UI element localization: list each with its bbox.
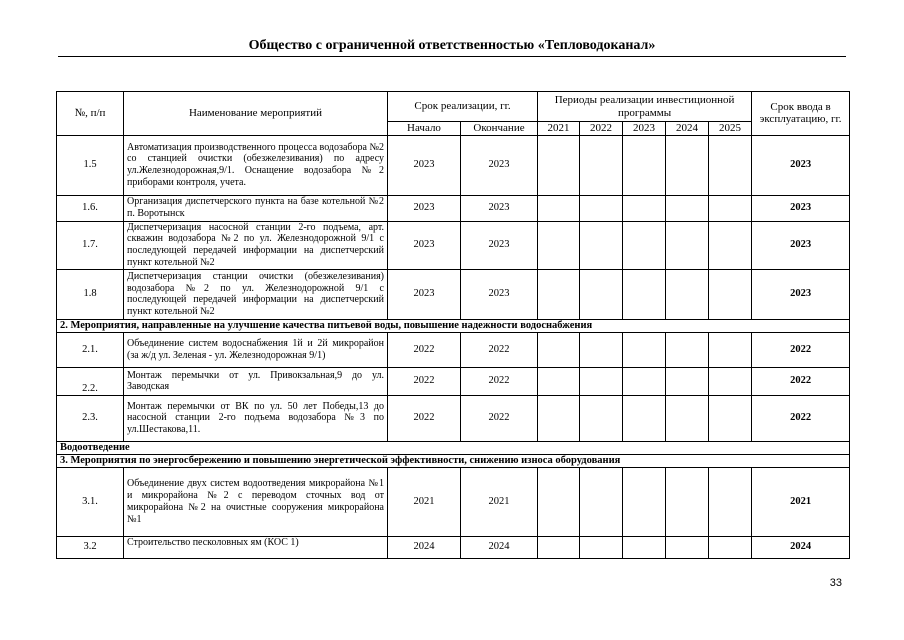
year-cell [538, 537, 580, 559]
row-commission: 2023 [752, 221, 850, 269]
year-cell [666, 395, 709, 441]
row-start: 2022 [388, 395, 461, 441]
row-num: 1.8 [57, 269, 124, 319]
table-row [57, 332, 850, 367]
section-row [57, 441, 850, 454]
table-row [57, 395, 850, 441]
header-num: №, п/п [57, 92, 124, 136]
row-num: 2.1. [57, 332, 124, 367]
row-end: 2022 [461, 367, 538, 395]
row-start: 2024 [388, 537, 461, 559]
year-cell [623, 468, 666, 537]
year-cell [538, 468, 580, 537]
header-start: Начало [388, 122, 461, 136]
table-row [57, 135, 850, 195]
row-end: 2024 [461, 537, 538, 559]
year-cell [709, 269, 752, 319]
row-end: 2022 [461, 395, 538, 441]
row-end: 2023 [461, 269, 538, 319]
header-term: Срок реализации, гг. [388, 92, 538, 122]
year-cell [538, 269, 580, 319]
table-row [57, 367, 850, 395]
row-num: 1.7. [57, 221, 124, 269]
year-cell [580, 468, 623, 537]
row-name: Объединение двух систем водоотведения микрорайона №1 и микрорайона №2 с переводом сточных вод от микрорайона №2 на очистные сооружения микрорайона №1 [124, 468, 388, 537]
year-cell [623, 135, 666, 195]
row-start: 2022 [388, 367, 461, 395]
row-start: 2023 [388, 135, 461, 195]
year-cell [538, 395, 580, 441]
row-end: 2022 [461, 332, 538, 367]
row-end: 2023 [461, 195, 538, 221]
row-name: Диспетчеризация станции очистки (обезжелезивания) водозабора №2 по ул. Железнодорожной 9/1 с последующей передачей информации на диспетчерский пункт котельной №2 [124, 269, 388, 319]
year-cell [709, 367, 752, 395]
row-start: 2023 [388, 195, 461, 221]
year-cell [623, 395, 666, 441]
table-row [57, 468, 850, 537]
year-cell [709, 332, 752, 367]
header-name: Наименование мероприятий [124, 92, 388, 136]
header-divider [58, 56, 846, 57]
row-name: Диспетчеризация насосной станции 2-го подъема, арт. скважин водозабора №2 по ул. Железнодорожной 9/1 с последующей передачей информации на диспетчерский пункт котельной №2 [124, 221, 388, 269]
header-year: 2022 [580, 122, 623, 136]
table-header-row [57, 92, 850, 122]
row-commission: 2022 [752, 395, 850, 441]
table-row [57, 221, 850, 269]
row-commission: 2023 [752, 195, 850, 221]
year-cell [580, 195, 623, 221]
header-year: 2021 [538, 122, 580, 136]
header-periods: Периоды реализации инвестиционной программы [538, 92, 752, 122]
row-num: 2.2. [57, 367, 124, 395]
table-row [57, 537, 850, 559]
year-cell [538, 135, 580, 195]
row-num: 1.6. [57, 195, 124, 221]
row-num: 3.1. [57, 468, 124, 537]
section-row [57, 454, 850, 467]
section-row [57, 319, 850, 332]
year-cell [580, 135, 623, 195]
section-title: 3. Мероприятия по энергосбережению и повышению энергетической эффективности, снижению износа оборудования [57, 454, 850, 467]
year-cell [623, 332, 666, 367]
year-cell [709, 537, 752, 559]
row-name: Строительство песколовных ям (КОС 1) [124, 537, 388, 559]
year-cell [709, 395, 752, 441]
row-name: Монтаж перемычки от ВК по ул. 50 лет Победы,13 до насосной станции 2-го подъема водозабора №3 по ул.Шестакова,11. [124, 395, 388, 441]
section-title: 2. Мероприятия, направленные на улучшение качества питьевой воды, повышение надежности водоснабжения [57, 319, 850, 332]
row-name: Автоматизация производственного процесса водозабора №2 со станцией очистки (обезжелезивания) по адресу ул.Железнодорожная,9/1. Оснащение водозабора №2 приборами контроля, учета. [124, 135, 388, 195]
year-cell [580, 395, 623, 441]
row-num: 1.5 [57, 135, 124, 195]
year-cell [623, 537, 666, 559]
year-cell [666, 135, 709, 195]
page-header-title: Общество с ограниченной ответственностью «Тепловодоканал» [248, 38, 656, 53]
table-row [57, 269, 850, 319]
row-start: 2022 [388, 332, 461, 367]
row-name: Объединение систем водоснабжения 1й и 2й микрорайон (за ж/д ул. Зеленая - ул. Железнодорожная 9/1) [124, 332, 388, 367]
row-name: Организация диспетчерского пункта на базе котельной №2 п. Воротынск [124, 195, 388, 221]
row-end: 2021 [461, 468, 538, 537]
row-num: 3.2 [57, 537, 124, 559]
year-cell [666, 537, 709, 559]
row-name: Монтаж перемычки от ул. Привокзальная,9 до ул. Заводская [124, 367, 388, 395]
year-cell [709, 135, 752, 195]
row-commission: 2024 [752, 537, 850, 559]
year-cell [580, 269, 623, 319]
year-cell [580, 332, 623, 367]
row-commission: 2022 [752, 332, 850, 367]
year-cell [709, 468, 752, 537]
year-cell [666, 468, 709, 537]
row-end: 2023 [461, 135, 538, 195]
row-commission: 2023 [752, 135, 850, 195]
year-cell [538, 332, 580, 367]
year-cell [623, 269, 666, 319]
row-start: 2023 [388, 221, 461, 269]
year-cell [666, 269, 709, 319]
year-cell [666, 367, 709, 395]
year-cell [623, 195, 666, 221]
header-year: 2024 [666, 122, 709, 136]
page-number: 33 [829, 577, 842, 589]
row-num: 2.3. [57, 395, 124, 441]
year-cell [666, 221, 709, 269]
row-start: 2023 [388, 269, 461, 319]
year-cell [580, 367, 623, 395]
row-end: 2023 [461, 221, 538, 269]
year-cell [580, 221, 623, 269]
header-end: Окончание [461, 122, 538, 136]
table-row [57, 195, 850, 221]
row-commission: 2021 [752, 468, 850, 537]
header-year: 2025 [709, 122, 752, 136]
year-cell [709, 195, 752, 221]
header-commission: Срок ввода в эксплуатацию, гг. [752, 92, 850, 136]
year-cell [666, 332, 709, 367]
year-cell [623, 367, 666, 395]
year-cell [538, 195, 580, 221]
section-title: Водоотведение [57, 441, 850, 454]
year-cell [709, 221, 752, 269]
row-commission: 2023 [752, 269, 850, 319]
year-cell [538, 367, 580, 395]
header-year: 2023 [623, 122, 666, 136]
year-cell [538, 221, 580, 269]
year-cell [580, 537, 623, 559]
year-cell [623, 221, 666, 269]
year-cell [666, 195, 709, 221]
row-start: 2021 [388, 468, 461, 537]
investment-plan-table [56, 91, 850, 559]
row-commission: 2022 [752, 367, 850, 395]
